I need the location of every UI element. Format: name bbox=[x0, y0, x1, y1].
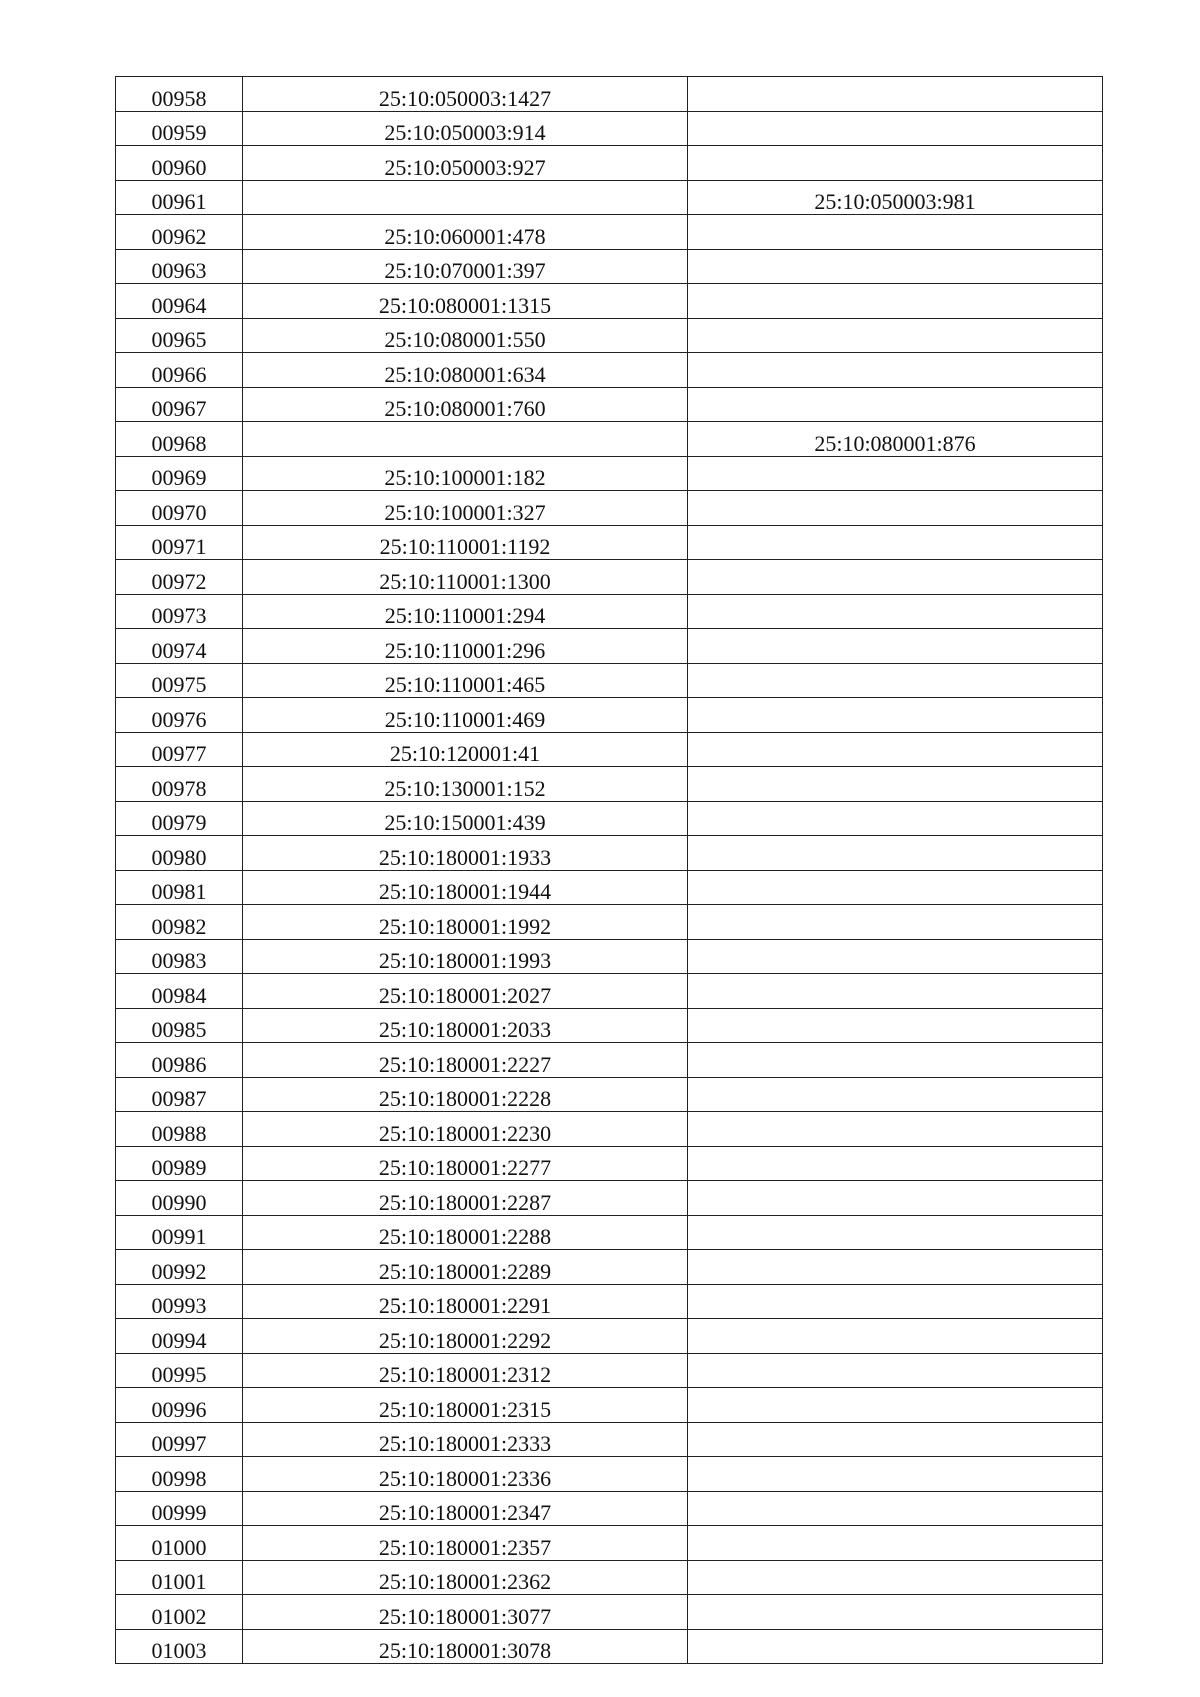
cadastral-number-alt-cell bbox=[688, 1422, 1103, 1457]
row-number-cell: 00989 bbox=[116, 1146, 243, 1181]
cadastral-number-cell: 25:10:180001:2287 bbox=[243, 1181, 688, 1216]
cadastral-number-alt-cell bbox=[688, 560, 1103, 595]
table-row bbox=[116, 1629, 1103, 1664]
row-number-cell: 00963 bbox=[116, 249, 243, 284]
table-row bbox=[116, 594, 1103, 629]
table-row bbox=[116, 1215, 1103, 1250]
cadastral-number-cell: 25:10:180001:2357 bbox=[243, 1526, 688, 1561]
table-row bbox=[116, 1043, 1103, 1078]
cadastral-number-cell: 25:10:110001:1192 bbox=[243, 525, 688, 560]
row-number-cell: 00981 bbox=[116, 870, 243, 905]
table-row bbox=[116, 698, 1103, 733]
table-row bbox=[116, 456, 1103, 491]
cadastral-number-alt-cell bbox=[688, 905, 1103, 940]
cadastral-number-alt-cell bbox=[688, 387, 1103, 422]
cadastral-number-cell: 25:10:080001:760 bbox=[243, 387, 688, 422]
table-row bbox=[116, 387, 1103, 422]
row-number-cell: 00975 bbox=[116, 663, 243, 698]
cadastral-number-cell: 25:10:080001:634 bbox=[243, 353, 688, 388]
table-row bbox=[116, 732, 1103, 767]
cadastral-number-cell: 25:10:180001:3078 bbox=[243, 1629, 688, 1664]
table-row bbox=[116, 180, 1103, 215]
cadastral-number-alt-cell bbox=[688, 1215, 1103, 1250]
row-number-cell: 00962 bbox=[116, 215, 243, 250]
row-number-cell: 00987 bbox=[116, 1077, 243, 1112]
row-number-cell: 00958 bbox=[116, 77, 243, 112]
row-number-cell: 00994 bbox=[116, 1319, 243, 1354]
row-number-cell: 00964 bbox=[116, 284, 243, 319]
table-body bbox=[116, 77, 1103, 1664]
table-row bbox=[116, 870, 1103, 905]
row-number-cell: 00999 bbox=[116, 1491, 243, 1526]
row-number-cell: 00969 bbox=[116, 456, 243, 491]
row-number-cell: 00980 bbox=[116, 836, 243, 871]
row-number-cell: 00979 bbox=[116, 801, 243, 836]
cadastral-number-alt-cell bbox=[688, 1181, 1103, 1216]
cadastral-number-cell bbox=[243, 422, 688, 457]
cadastral-number-cell: 25:10:060001:478 bbox=[243, 215, 688, 250]
table-row bbox=[116, 1526, 1103, 1561]
cadastral-number-alt-cell bbox=[688, 318, 1103, 353]
cadastral-number-cell: 25:10:110001:469 bbox=[243, 698, 688, 733]
cadastral-number-cell: 25:10:180001:2027 bbox=[243, 974, 688, 1009]
cadastral-number-cell: 25:10:180001:2291 bbox=[243, 1284, 688, 1319]
cadastral-number-cell: 25:10:180001:1993 bbox=[243, 939, 688, 974]
cadastral-number-alt-cell bbox=[688, 836, 1103, 871]
cadastral-number-cell: 25:10:180001:2033 bbox=[243, 1008, 688, 1043]
table-row bbox=[116, 905, 1103, 940]
cadastral-number-cell: 25:10:180001:2227 bbox=[243, 1043, 688, 1078]
cadastral-number-cell: 25:10:180001:3077 bbox=[243, 1595, 688, 1630]
row-number-cell: 00992 bbox=[116, 1250, 243, 1285]
cadastral-number-cell: 25:10:050003:914 bbox=[243, 111, 688, 146]
cadastral-number-cell: 25:10:100001:327 bbox=[243, 491, 688, 526]
row-number-cell: 00988 bbox=[116, 1112, 243, 1147]
cadastral-number-cell: 25:10:130001:152 bbox=[243, 767, 688, 802]
table-row bbox=[116, 215, 1103, 250]
row-number-cell: 00959 bbox=[116, 111, 243, 146]
table-row bbox=[116, 525, 1103, 560]
table-row bbox=[116, 284, 1103, 319]
cadastral-number-cell: 25:10:180001:1933 bbox=[243, 836, 688, 871]
cadastral-number-alt-cell bbox=[688, 1284, 1103, 1319]
row-number-cell: 00973 bbox=[116, 594, 243, 629]
row-number-cell: 00967 bbox=[116, 387, 243, 422]
table-row bbox=[116, 1008, 1103, 1043]
row-number-cell: 00976 bbox=[116, 698, 243, 733]
row-number-cell: 00965 bbox=[116, 318, 243, 353]
row-number-cell: 00983 bbox=[116, 939, 243, 974]
row-number-cell: 00998 bbox=[116, 1457, 243, 1492]
row-number-cell: 00968 bbox=[116, 422, 243, 457]
table-row bbox=[116, 1319, 1103, 1354]
table-row bbox=[116, 249, 1103, 284]
cadastral-number-alt-cell bbox=[688, 491, 1103, 526]
table-row bbox=[116, 1353, 1103, 1388]
cadastral-number-alt-cell: 25:10:080001:876 bbox=[688, 422, 1103, 457]
row-number-cell: 01002 bbox=[116, 1595, 243, 1630]
row-number-cell: 00985 bbox=[116, 1008, 243, 1043]
cadastral-number-alt-cell bbox=[688, 629, 1103, 664]
cadastral-number-alt-cell bbox=[688, 974, 1103, 1009]
cadastral-number-alt-cell bbox=[688, 1629, 1103, 1664]
row-number-cell: 00990 bbox=[116, 1181, 243, 1216]
row-number-cell: 00977 bbox=[116, 732, 243, 767]
cadastral-number-alt-cell bbox=[688, 1560, 1103, 1595]
table-row bbox=[116, 146, 1103, 181]
table-row bbox=[116, 1595, 1103, 1630]
table-row bbox=[116, 939, 1103, 974]
table-row bbox=[116, 836, 1103, 871]
cadastral-number-cell: 25:10:180001:2312 bbox=[243, 1353, 688, 1388]
cadastral-number-cell: 25:10:180001:2228 bbox=[243, 1077, 688, 1112]
cadastral-number-alt-cell bbox=[688, 1077, 1103, 1112]
cadastral-number-cell: 25:10:110001:294 bbox=[243, 594, 688, 629]
cadastral-number-alt-cell bbox=[688, 698, 1103, 733]
cadastral-number-alt-cell bbox=[688, 353, 1103, 388]
cadastral-number-cell: 25:10:050003:1427 bbox=[243, 77, 688, 112]
row-number-cell: 01001 bbox=[116, 1560, 243, 1595]
cadastral-number-alt-cell bbox=[688, 1112, 1103, 1147]
table-row bbox=[116, 1284, 1103, 1319]
cadastral-number-alt-cell: 25:10:050003:981 bbox=[688, 180, 1103, 215]
cadastral-number-cell: 25:10:180001:2336 bbox=[243, 1457, 688, 1492]
table-row bbox=[116, 1560, 1103, 1595]
table-row bbox=[116, 77, 1103, 112]
cadastral-number-cell: 25:10:120001:41 bbox=[243, 732, 688, 767]
cadastral-number-cell: 25:10:180001:2333 bbox=[243, 1422, 688, 1457]
cadastral-number-alt-cell bbox=[688, 594, 1103, 629]
cadastral-number-cell: 25:10:180001:2277 bbox=[243, 1146, 688, 1181]
row-number-cell: 00960 bbox=[116, 146, 243, 181]
row-number-cell: 00991 bbox=[116, 1215, 243, 1250]
cadastral-number-alt-cell bbox=[688, 767, 1103, 802]
row-number-cell: 01003 bbox=[116, 1629, 243, 1664]
table-row bbox=[116, 1422, 1103, 1457]
row-number-cell: 00996 bbox=[116, 1388, 243, 1423]
table-row bbox=[116, 1457, 1103, 1492]
row-number-cell: 00978 bbox=[116, 767, 243, 802]
cadastral-number-cell: 25:10:180001:2289 bbox=[243, 1250, 688, 1285]
table-row bbox=[116, 1181, 1103, 1216]
table-row bbox=[116, 1077, 1103, 1112]
cadastral-number-cell: 25:10:180001:2292 bbox=[243, 1319, 688, 1354]
table-row bbox=[116, 1491, 1103, 1526]
row-number-cell: 00970 bbox=[116, 491, 243, 526]
table-row bbox=[116, 353, 1103, 388]
table-row bbox=[116, 1250, 1103, 1285]
table-row bbox=[116, 663, 1103, 698]
table-row bbox=[116, 491, 1103, 526]
cadastral-number-alt-cell bbox=[688, 525, 1103, 560]
row-number-cell: 00971 bbox=[116, 525, 243, 560]
cadastral-number-alt-cell bbox=[688, 1146, 1103, 1181]
cadastral-number-cell: 25:10:110001:1300 bbox=[243, 560, 688, 595]
cadastral-number-cell: 25:10:180001:2315 bbox=[243, 1388, 688, 1423]
cadastral-number-alt-cell bbox=[688, 1043, 1103, 1078]
cadastral-number-cell bbox=[243, 180, 688, 215]
cadastral-number-alt-cell bbox=[688, 801, 1103, 836]
cadastral-number-alt-cell bbox=[688, 663, 1103, 698]
row-number-cell: 00986 bbox=[116, 1043, 243, 1078]
table-row bbox=[116, 1146, 1103, 1181]
cadastral-number-alt-cell bbox=[688, 732, 1103, 767]
cadastral-number-alt-cell bbox=[688, 215, 1103, 250]
cadastral-number-alt-cell bbox=[688, 249, 1103, 284]
table-row bbox=[116, 318, 1103, 353]
cadastral-number-cell: 25:10:050003:927 bbox=[243, 146, 688, 181]
row-number-cell: 00974 bbox=[116, 629, 243, 664]
cadastral-number-cell: 25:10:180001:1992 bbox=[243, 905, 688, 940]
row-number-cell: 00966 bbox=[116, 353, 243, 388]
cadastral-number-alt-cell bbox=[688, 1526, 1103, 1561]
cadastral-number-alt-cell bbox=[688, 146, 1103, 181]
table-row bbox=[116, 111, 1103, 146]
cadastral-number-alt-cell bbox=[688, 1457, 1103, 1492]
cadastral-number-alt-cell bbox=[688, 1319, 1103, 1354]
row-number-cell: 00972 bbox=[116, 560, 243, 595]
cadastral-number-alt-cell bbox=[688, 870, 1103, 905]
cadastral-number-alt-cell bbox=[688, 111, 1103, 146]
cadastral-number-cell: 25:10:080001:550 bbox=[243, 318, 688, 353]
cadastral-number-alt-cell bbox=[688, 77, 1103, 112]
cadastral-number-alt-cell bbox=[688, 1491, 1103, 1526]
cadastral-number-alt-cell bbox=[688, 1008, 1103, 1043]
row-number-cell: 01000 bbox=[116, 1526, 243, 1561]
table-row bbox=[116, 801, 1103, 836]
table-row bbox=[116, 560, 1103, 595]
cadastral-number-cell: 25:10:080001:1315 bbox=[243, 284, 688, 319]
table-row bbox=[116, 1112, 1103, 1147]
cadastral-number-alt-cell bbox=[688, 1250, 1103, 1285]
cadastral-number-alt-cell bbox=[688, 1595, 1103, 1630]
cadastral-number-cell: 25:10:070001:397 bbox=[243, 249, 688, 284]
row-number-cell: 00961 bbox=[116, 180, 243, 215]
cadastral-number-cell: 25:10:180001:2347 bbox=[243, 1491, 688, 1526]
row-number-cell: 00993 bbox=[116, 1284, 243, 1319]
cadastral-number-alt-cell bbox=[688, 1388, 1103, 1423]
cadastral-number-alt-cell bbox=[688, 939, 1103, 974]
cadastral-number-cell: 25:10:180001:2362 bbox=[243, 1560, 688, 1595]
cadastral-number-cell: 25:10:110001:296 bbox=[243, 629, 688, 664]
table-row bbox=[116, 1388, 1103, 1423]
cadastral-number-alt-cell bbox=[688, 456, 1103, 491]
cadastral-number-cell: 25:10:180001:2230 bbox=[243, 1112, 688, 1147]
cadastral-number-cell: 25:10:180001:1944 bbox=[243, 870, 688, 905]
cadastral-number-cell: 25:10:100001:182 bbox=[243, 456, 688, 491]
cadastral-number-cell: 25:10:110001:465 bbox=[243, 663, 688, 698]
row-number-cell: 00982 bbox=[116, 905, 243, 940]
row-number-cell: 00997 bbox=[116, 1422, 243, 1457]
row-number-cell: 00984 bbox=[116, 974, 243, 1009]
table-row bbox=[116, 767, 1103, 802]
cadastral-number-alt-cell bbox=[688, 284, 1103, 319]
cadastral-number-cell: 25:10:150001:439 bbox=[243, 801, 688, 836]
table-row bbox=[116, 974, 1103, 1009]
cadastral-number-cell: 25:10:180001:2288 bbox=[243, 1215, 688, 1250]
row-number-cell: 00995 bbox=[116, 1353, 243, 1388]
cadastral-number-table bbox=[115, 76, 1103, 1664]
table-row bbox=[116, 629, 1103, 664]
table-row bbox=[116, 422, 1103, 457]
cadastral-number-alt-cell bbox=[688, 1353, 1103, 1388]
